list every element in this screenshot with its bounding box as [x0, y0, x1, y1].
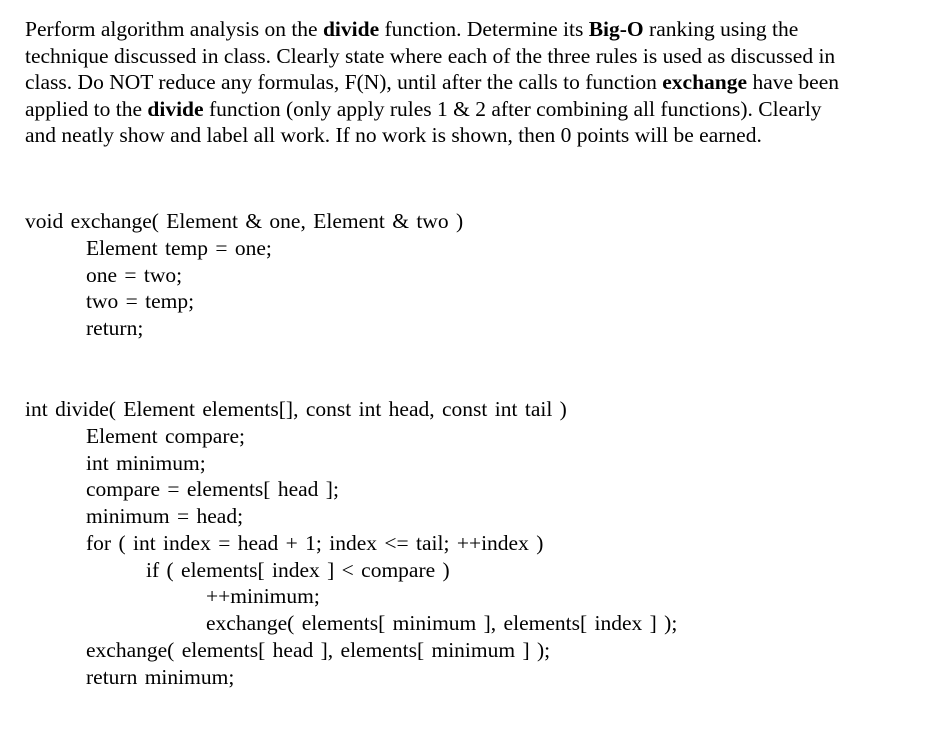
instructions-text: have been — [747, 70, 839, 94]
if-line: if ( elements[ index ] < compare ) — [146, 558, 450, 582]
instructions-line-5: and neatly show and label all work. If no work is shown, then 0 points will be earned. — [25, 123, 762, 147]
exchange-signature: void exchange( Element & one, Element & two ) — [25, 209, 464, 233]
instructions-line-2: technique discussed in class. Clearly state where each of the three rules is used as discussed in — [25, 43, 836, 68]
instructions-paragraph — [25, 16, 925, 149]
return-line: return minimum; — [86, 665, 235, 689]
instructions-line-3 — [25, 69, 925, 96]
divide-keyword: divide — [322, 17, 380, 41]
code-line: Element temp = one; — [86, 236, 272, 260]
instructions-text: class. Do NOT reduce any formulas, F(N), until after the calls to function — [25, 70, 663, 94]
instructions-text: Perform algorithm analysis on the — [25, 17, 323, 41]
instructions-text: function (only apply rules 1 & 2 after combining all functions). Clearly — [203, 96, 822, 121]
instructions-text: applied to the — [25, 96, 148, 121]
divide-keyword: divide — [147, 96, 204, 121]
for-loop-line: for ( int index = head + 1; index <= tail; ++index ) — [86, 531, 544, 555]
divide-signature: int divide( Element elements[], const int head, const int tail ) — [25, 397, 567, 421]
code-line: two = temp; — [86, 289, 195, 313]
instructions-line-1 — [25, 16, 925, 43]
exchange-keyword: exchange — [662, 70, 748, 94]
exchange-call-line: exchange( elements[ minimum ], elements[ index ] ); — [206, 611, 678, 635]
code-line: one = two; — [86, 263, 183, 287]
code-line: minimum = head; — [86, 504, 244, 528]
big-o-keyword: Big-O — [588, 17, 644, 41]
code-line: Element compare; — [86, 424, 245, 448]
code-line: return; — [86, 316, 144, 340]
code-line: int minimum; — [86, 451, 206, 475]
instructions-text: ranking using the — [643, 17, 799, 41]
instructions-line-4 — [25, 96, 925, 123]
code-line: ++minimum; — [206, 584, 320, 608]
code-line: compare = elements[ head ]; — [86, 477, 339, 501]
instructions-text: function. Determine its — [379, 17, 589, 41]
exchange-call-line: exchange( elements[ head ], elements[ minimum ] ); — [86, 638, 551, 662]
